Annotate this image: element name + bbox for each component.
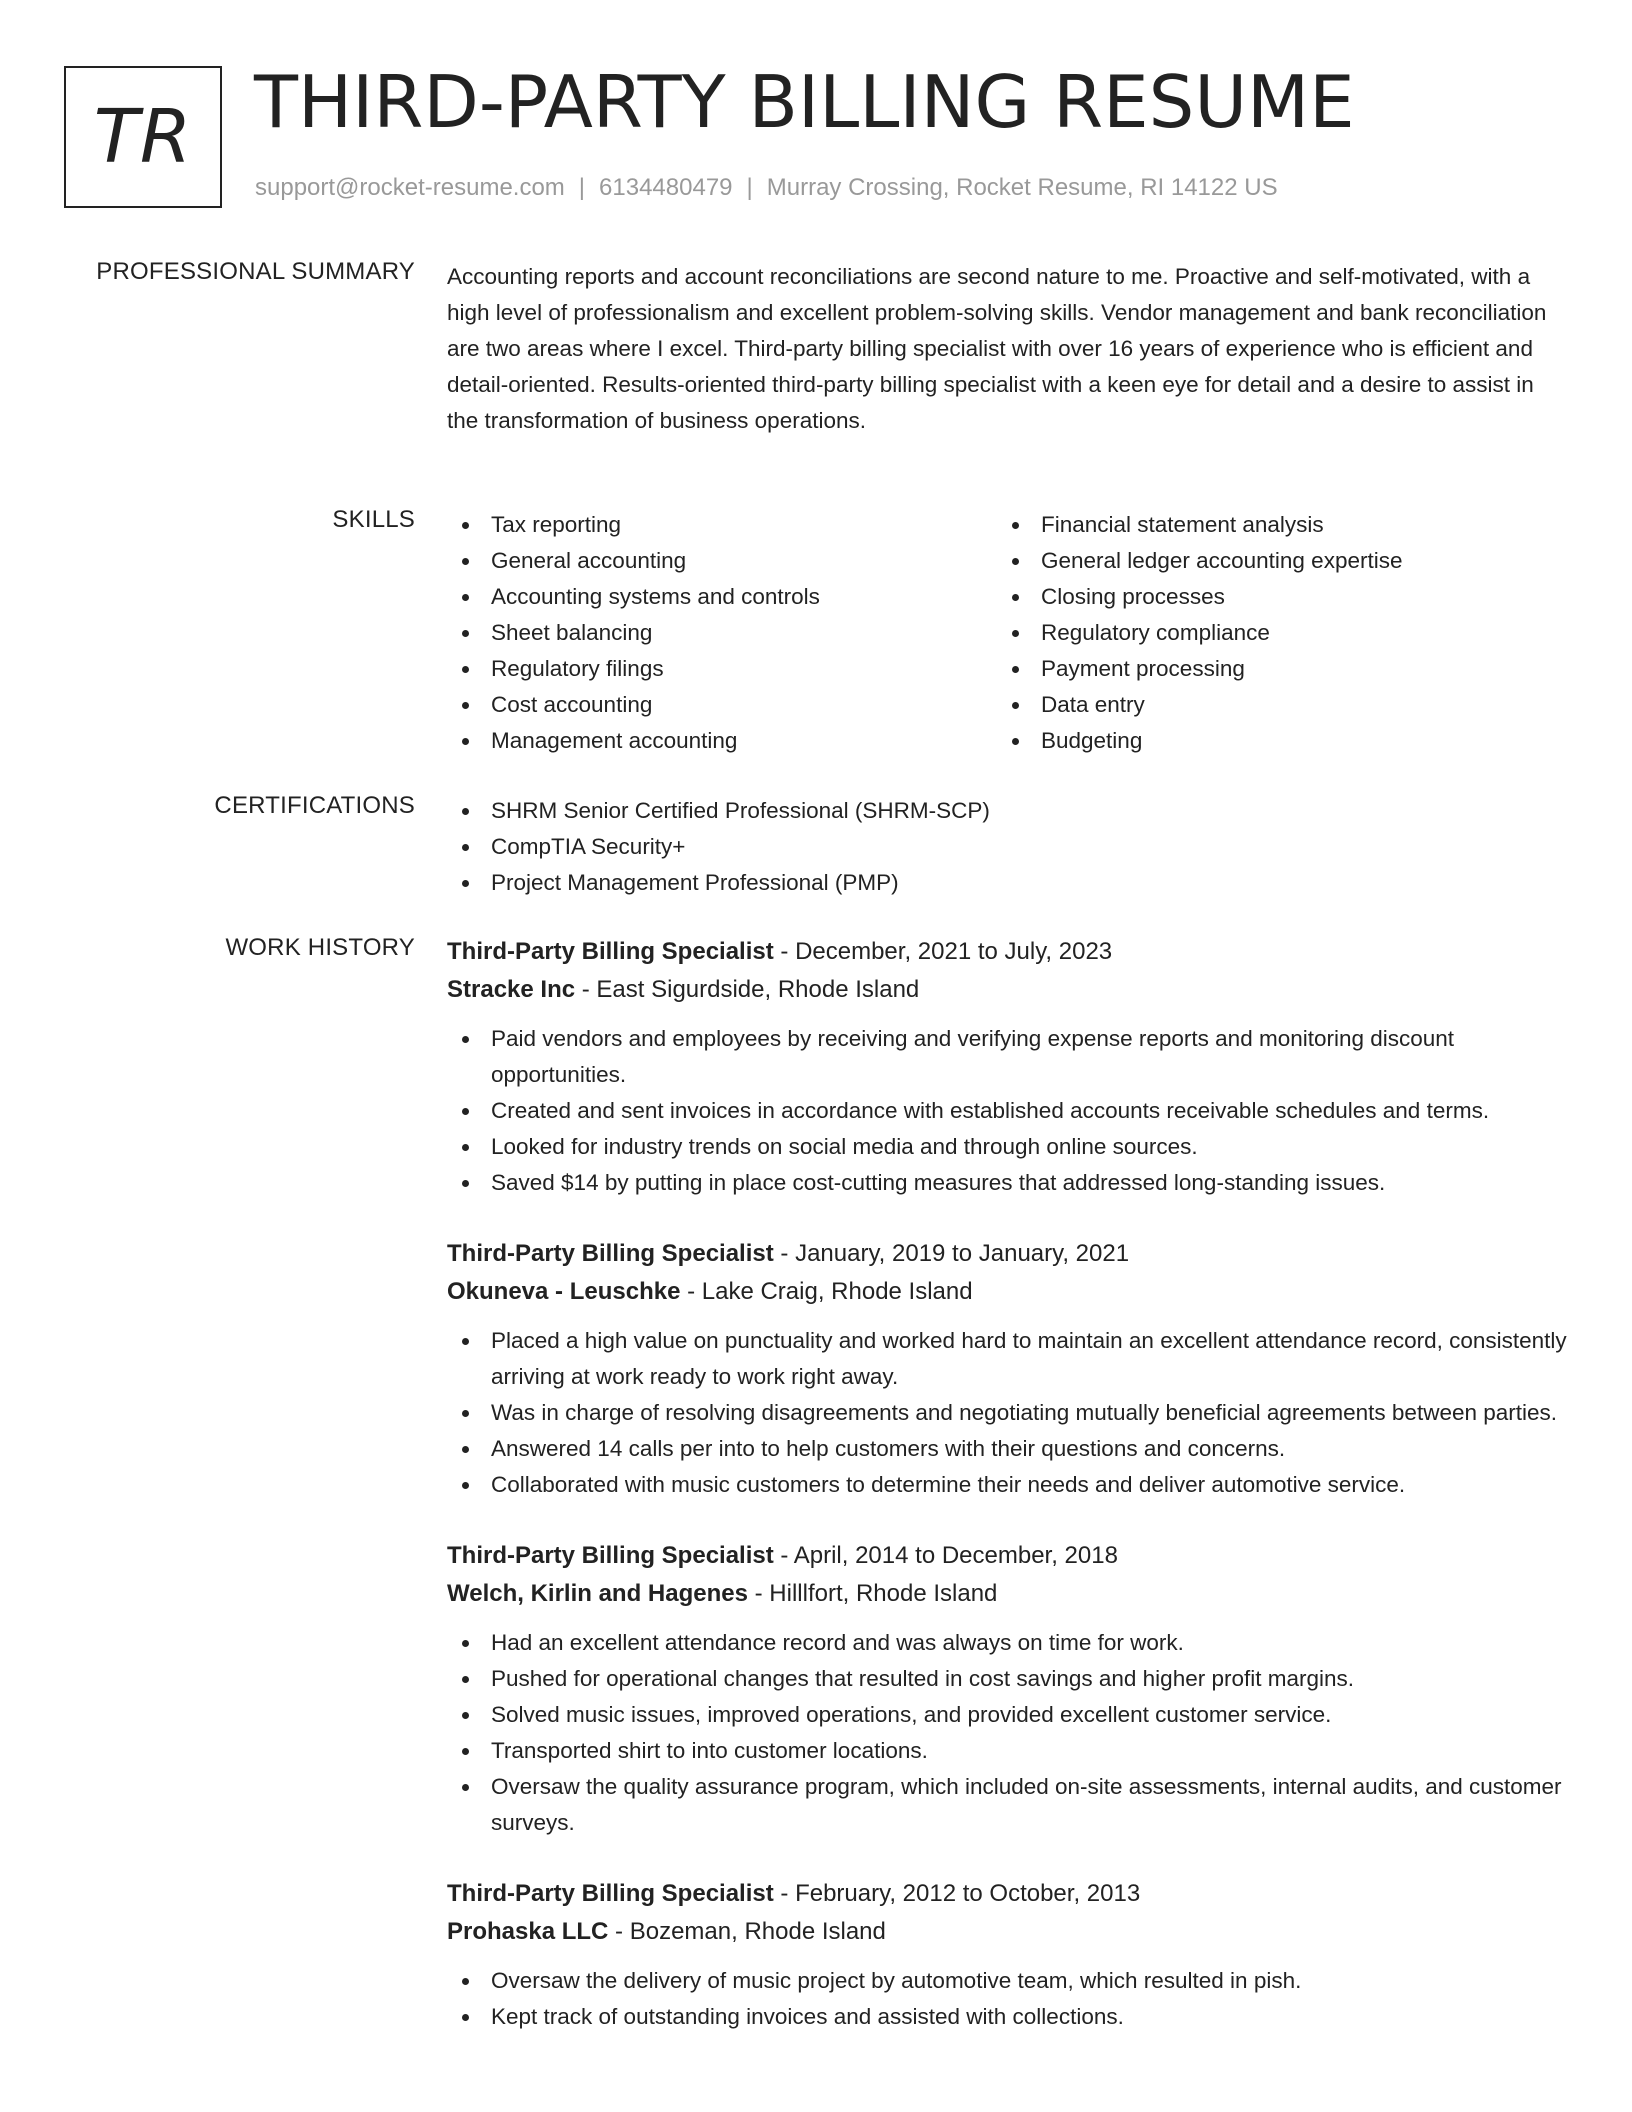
list-item: Placed a high value on punctuality and worked hard to maintain an excellent attendance record, consistently arriving at work ready to work right away. <box>447 1323 1567 1395</box>
list-item: General accounting <box>447 543 997 579</box>
section-label-certifications: CERTIFICATIONS <box>214 792 415 819</box>
section-label-skills: SKILLS <box>332 506 415 533</box>
job-title-line <box>447 1875 1567 1913</box>
summary-body <box>447 259 1567 439</box>
job-company: Okuneva - Leuschke <box>447 1278 681 1305</box>
job-duties-list <box>447 1021 1567 1201</box>
job-title: Third-Party Billing Specialist <box>447 938 774 965</box>
job-company: Stracke Inc <box>447 976 576 1003</box>
list-item: Budgeting <box>997 723 1547 759</box>
job-entry <box>447 1537 1567 1841</box>
list-item: CompTIA Security+ <box>447 829 1567 865</box>
list-item: Accounting systems and controls <box>447 579 997 615</box>
job-company-line <box>447 1575 1567 1613</box>
list-item: Oversaw the quality assurance program, which included on-site assessments, internal audits, and customer surveys. <box>447 1769 1567 1841</box>
list-item: Collaborated with music customers to determine their needs and deliver automotive service. <box>447 1467 1567 1503</box>
skills-list-left <box>447 507 997 759</box>
monogram-logo: TR <box>64 66 222 208</box>
resume-title: THIRD-PARTY BILLING RESUME <box>254 60 1355 144</box>
list-item: Had an excellent attendance record and was always on time for work. <box>447 1625 1567 1661</box>
list-item: Transported shirt to into customer locations. <box>447 1733 1567 1769</box>
work-body <box>447 933 1567 2069</box>
job-entry <box>447 1235 1567 1503</box>
job-company-line <box>447 1913 1567 1951</box>
job-entry <box>447 1875 1567 2035</box>
certifications-list <box>447 793 1567 901</box>
contact-address: Murray Crossing, Rocket Resume, RI 14122 US <box>766 174 1278 201</box>
list-item: Regulatory compliance <box>997 615 1547 651</box>
job-company: Prohaska LLC <box>447 1918 609 1945</box>
contact-separator: | <box>746 174 753 201</box>
list-item: Payment processing <box>997 651 1547 687</box>
job-title: Third-Party Billing Specialist <box>447 1240 774 1267</box>
job-dates: - January, 2019 to January, 2021 <box>773 1240 1130 1267</box>
job-duties-list <box>447 1625 1567 1841</box>
list-item: Regulatory filings <box>447 651 997 687</box>
list-item: Project Management Professional (PMP) <box>447 865 1567 901</box>
job-company-line <box>447 971 1567 1009</box>
job-dates: - December, 2021 to July, 2023 <box>773 938 1113 965</box>
job-title-line <box>447 933 1567 971</box>
job-dates: - April, 2014 to December, 2018 <box>773 1542 1118 1569</box>
job-location: - Bozeman, Rhode Island <box>608 1918 886 1945</box>
list-item: Closing processes <box>997 579 1547 615</box>
section-label-work: WORK HISTORY <box>225 934 415 961</box>
list-item: Kept track of outstanding invoices and assisted with collections. <box>447 1999 1567 2035</box>
list-item: Data entry <box>997 687 1547 723</box>
list-item: SHRM Senior Certified Professional (SHRM-SCP) <box>447 793 1567 829</box>
list-item: Management accounting <box>447 723 997 759</box>
list-item: Financial statement analysis <box>997 507 1547 543</box>
job-duties-list <box>447 1323 1567 1503</box>
contact-email: support@rocket-resume.com <box>255 174 565 201</box>
job-title-line <box>447 1537 1567 1575</box>
section-label-summary: PROFESSIONAL SUMMARY <box>96 258 415 285</box>
list-item: Oversaw the delivery of music project by automotive team, which resulted in pish. <box>447 1963 1567 1999</box>
list-item: Was in charge of resolving disagreements and negotiating mutually beneficial agreements between parties. <box>447 1395 1567 1431</box>
skills-body <box>447 507 1567 759</box>
list-item: Saved $14 by putting in place cost-cutting measures that addressed long-standing issues. <box>447 1165 1567 1201</box>
job-title-line <box>447 1235 1567 1273</box>
list-item: Sheet balancing <box>447 615 997 651</box>
list-item: Paid vendors and employees by receiving and verifying expense reports and monitoring discount opportunities. <box>447 1021 1567 1093</box>
summary-text: Accounting reports and account reconciliations are second nature to me. Proactive and self-motivated, with a high level of professionalism and excellent problem-solving skills. Vendor management and bank reconciliation are two areas where I excel. Third-party billing specialist with over 16 years of experience who is efficient and detail-oriented. Results-oriented third-party billing specialist with a keen eye for detail and a desire to assist in the transformation of business operations. <box>447 264 1547 433</box>
certifications-body <box>447 793 1567 901</box>
list-item: Answered 14 calls per into to help customers with their questions and concerns. <box>447 1431 1567 1467</box>
job-title: Third-Party Billing Specialist <box>447 1542 774 1569</box>
job-company-line <box>447 1273 1567 1311</box>
list-item: Created and sent invoices in accordance with established accounts receivable schedules and terms. <box>447 1093 1567 1129</box>
job-dates: - February, 2012 to October, 2013 <box>773 1880 1141 1907</box>
job-company: Welch, Kirlin and Hagenes <box>447 1580 748 1607</box>
contact-phone: 6134480479 <box>599 174 733 201</box>
list-item: Solved music issues, improved operations, and provided excellent customer service. <box>447 1697 1567 1733</box>
job-location: - Lake Craig, Rhode Island <box>680 1278 973 1305</box>
list-item: General ledger accounting expertise <box>997 543 1547 579</box>
list-item: Tax reporting <box>447 507 997 543</box>
list-item: Pushed for operational changes that resulted in cost savings and higher profit margins. <box>447 1661 1567 1697</box>
job-entry <box>447 933 1567 1201</box>
job-duties-list <box>447 1963 1567 2035</box>
list-item: Looked for industry trends on social media and through online sources. <box>447 1129 1567 1165</box>
contact-line <box>255 174 1278 202</box>
skills-list-right <box>997 507 1547 759</box>
contact-separator: | <box>578 174 586 201</box>
job-location: - East Sigurdside, Rhode Island <box>575 976 920 1003</box>
list-item: Cost accounting <box>447 687 997 723</box>
job-title: Third-Party Billing Specialist <box>447 1880 774 1907</box>
job-location: - Hilllfort, Rhode Island <box>747 1580 998 1607</box>
